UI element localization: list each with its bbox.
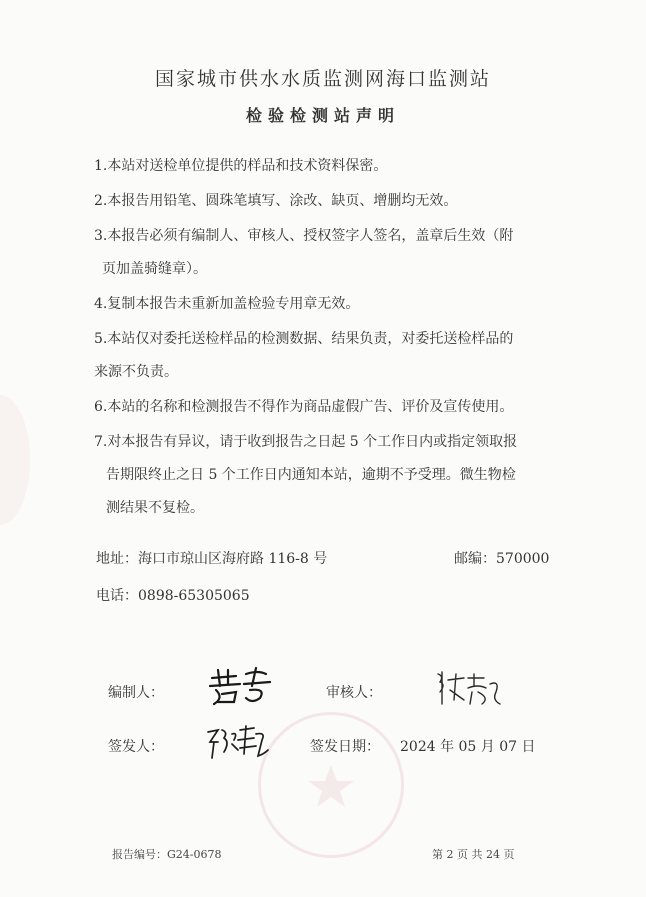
statement-number: 5. <box>94 331 108 347</box>
statement-number: 6. <box>94 399 108 415</box>
statement-item <box>94 150 564 183</box>
seam-stamp-mark <box>0 395 30 525</box>
statement-text: 本报告必须有编制人、审核人、授权签字人签名，盖章后生效（附 <box>107 228 514 244</box>
editor-label: 编制人： <box>108 685 164 701</box>
statement-item <box>94 323 564 389</box>
statement-item <box>94 426 564 525</box>
statement-text: 本站的名称和检测报告不得作为商品虚假广告、评价及宣传使用。 <box>107 399 514 415</box>
issuer-signature <box>204 724 270 766</box>
official-seal <box>258 712 404 858</box>
statement-item <box>94 185 564 218</box>
statement-item <box>94 391 564 424</box>
report-number: 报告编号：G24-0678 <box>112 848 222 861</box>
statement-text: 本报告用铅笔、圆珠笔填写、涂改、缺页、增删均无效。 <box>107 193 458 209</box>
statement-item <box>94 288 564 321</box>
editor-signature <box>206 664 276 710</box>
reviewer-signature <box>434 670 504 712</box>
statement-continuation: 测结果不复检。 <box>106 500 204 516</box>
document-title: 国家城市供水水质监测网海口监测站 <box>154 68 491 90</box>
statement-list <box>94 150 564 527</box>
statement-number: 7. <box>94 434 108 450</box>
statement-continuation: 来源不负责。 <box>94 364 178 380</box>
page-number: 第 2 页 共 24 页 <box>432 848 515 861</box>
issue-date-label: 签发日期： <box>310 739 380 755</box>
statement-number: 2. <box>94 193 108 209</box>
statement-continuation: 页加盖骑缝章）。 <box>102 261 207 277</box>
statement-text: 本站仅对委托送检样品的检测数据、结果负责，对委托送检样品的 <box>107 331 514 347</box>
issuer-label: 签发人： <box>108 739 164 755</box>
statement-item <box>94 220 564 286</box>
phone: 电话：0898-65305065 <box>96 588 250 604</box>
address: 地址：海口市琼山区海府路 116-8 号 <box>96 551 328 567</box>
statement-text: 复制本报告未重新加盖检验专用章无效。 <box>107 296 360 312</box>
document-subtitle: 检验检测站声明 <box>245 106 400 125</box>
statement-number: 1. <box>94 158 108 174</box>
zipcode: 邮编：570000 <box>454 551 550 567</box>
statement-text: 本站对送检单位提供的样品和技术资料保密。 <box>107 158 388 174</box>
statement-text: 对本报告有异议，请于收到报告之日起 5 个工作日内或指定领取报 <box>107 434 518 450</box>
statement-number: 3. <box>94 228 108 244</box>
reviewer-label: 审核人： <box>326 685 382 701</box>
statement-continuation: 告期限终止之日 5 个工作日内通知本站，逾期不予受理。微生物检 <box>106 467 516 483</box>
statement-number: 4. <box>94 296 108 312</box>
issue-date: 2024 年 05 月 07 日 <box>400 739 536 755</box>
